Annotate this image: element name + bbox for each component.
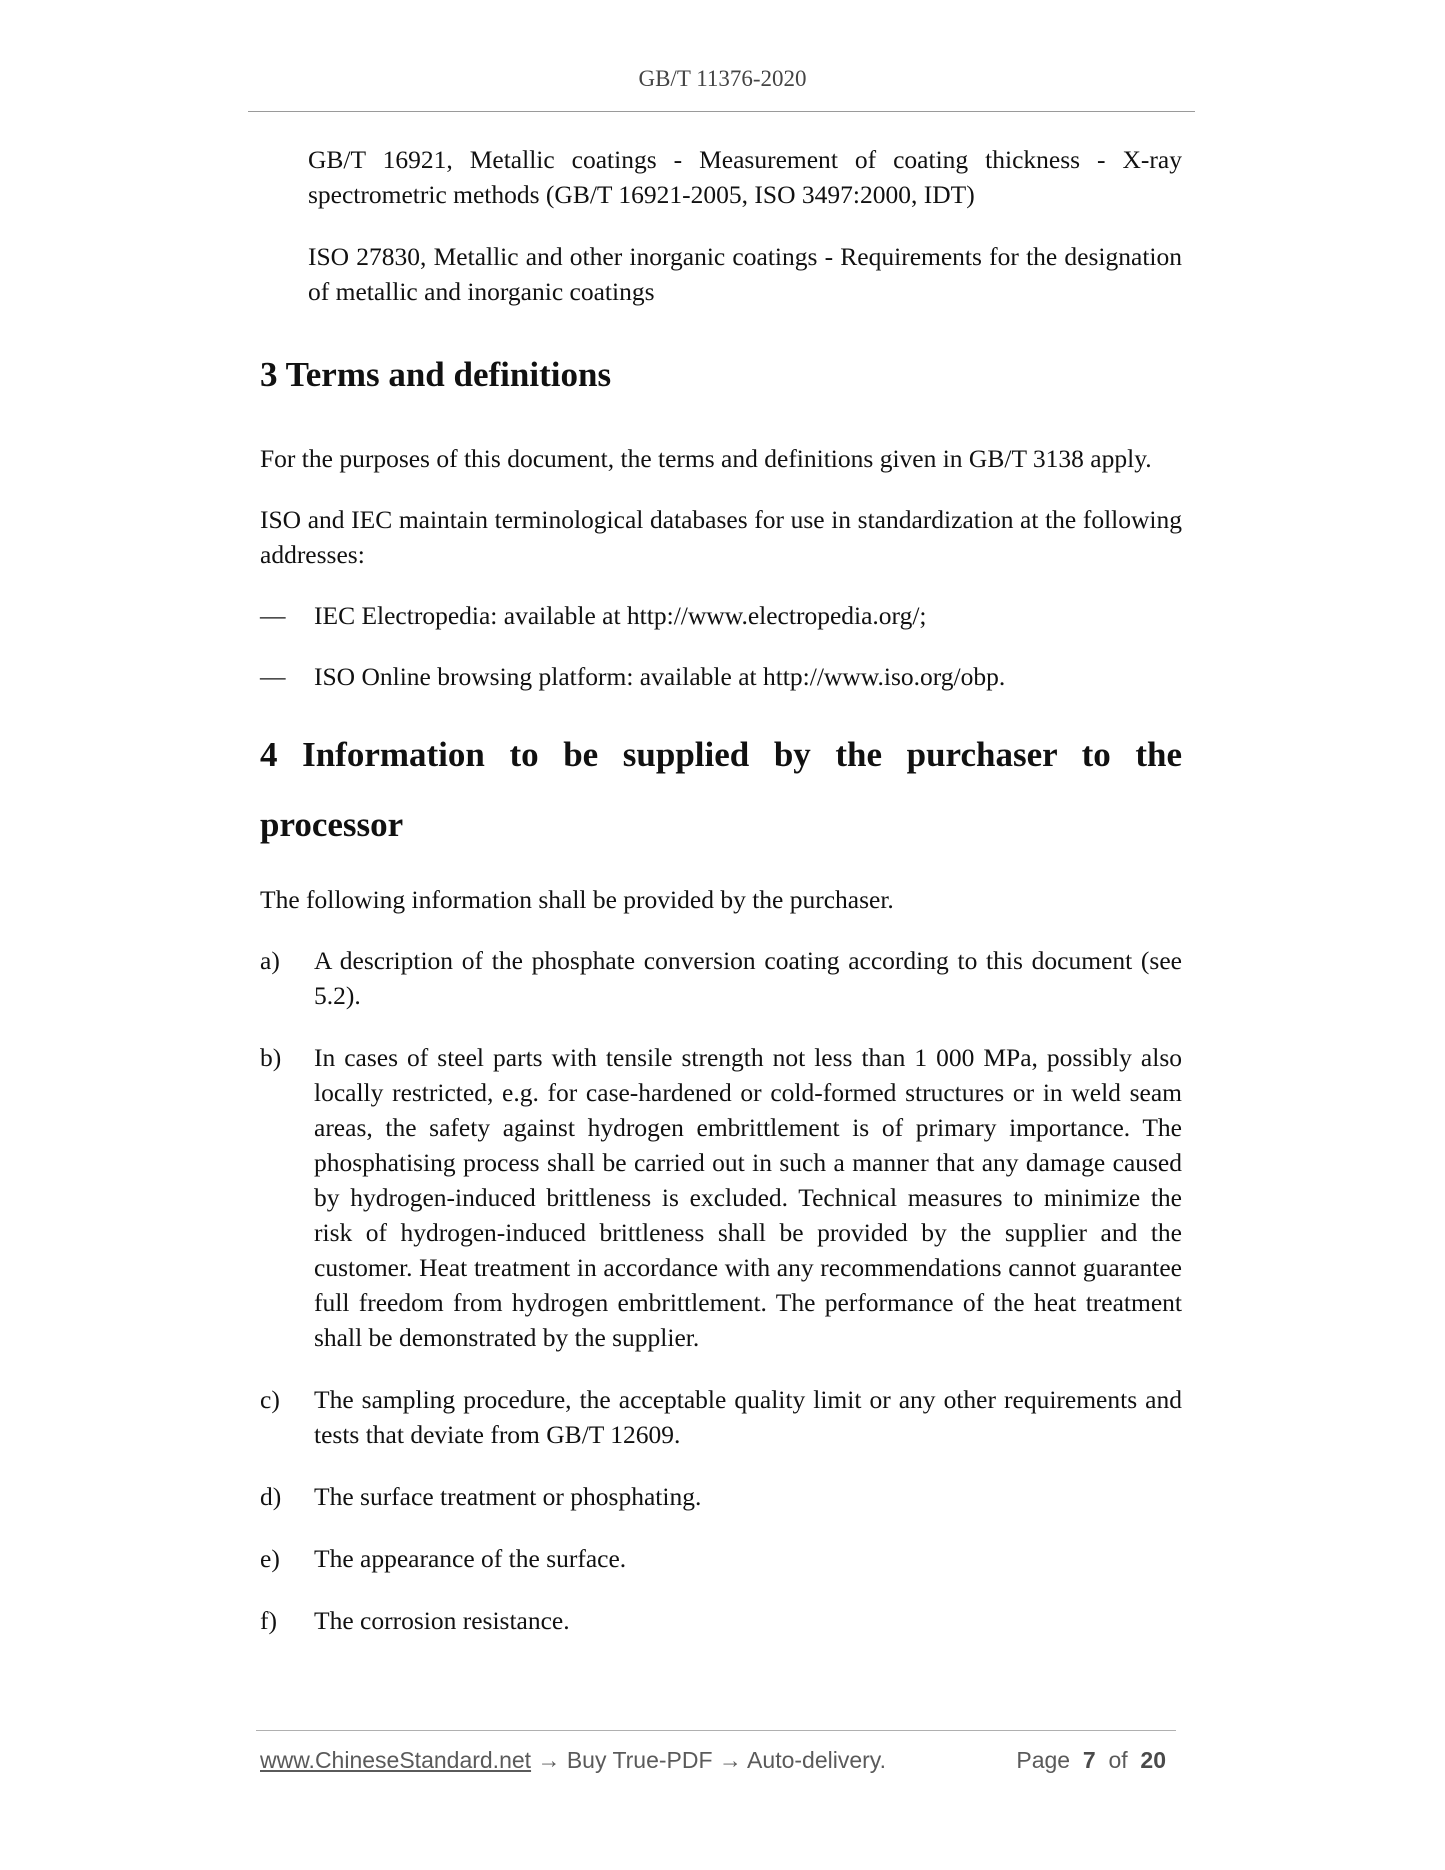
list-item	[260, 598, 1182, 633]
list-text: In cases of steel parts with tensile strength not less than 1 000 MPa, possibly also locally restricted, e.g. for case-hardened or cold-formed structures or in weld seam areas, the safety against hydrogen embrittlement is of primary importance. The phosphatising process shall be carried out in such a manner that any damage caused by hydrogen-induced brittleness is excluded. Technical measures to minimize the risk of hydrogen-induced brittleness shall be provided by the supplier and the customer. Heat treatment in accordance with any recommendations cannot guarantee full freedom from hydrogen embrittlement. The performance of the heat treatment shall be demonstrated by the supplier.	[314, 1043, 1182, 1352]
current-page-number: 7	[1082, 1747, 1096, 1773]
iso-obp-item-text: ISO Online browsing platform: available at http://www.iso.org/obp.	[314, 662, 1006, 691]
page-word: Page	[1016, 1747, 1071, 1773]
list-label: f)	[260, 1606, 277, 1635]
electropedia-item-text: IEC Electropedia: available at http://www.electropedia.org/;	[314, 601, 927, 630]
list-label: c)	[260, 1385, 280, 1414]
list-item-d	[260, 1479, 1182, 1514]
header-divider	[248, 111, 1195, 112]
footer-promo	[260, 1747, 886, 1774]
list-item-a	[260, 943, 1182, 1013]
reference-gbt-16921: GB/T 16921, Metallic coatings - Measurement of coating thickness - X-ray spectrometric methods (GB/T 16921-2005, ISO 3497:2000, IDT)	[308, 145, 1182, 209]
list-label: d)	[260, 1482, 282, 1511]
footer-divider	[256, 1730, 1176, 1731]
section-4-heading: 4 Information to be supplied by the purchaser to the processor	[260, 735, 1182, 844]
section-4-intro: The following information shall be provided by the purchaser.	[260, 885, 894, 914]
section-3-paragraph-2: ISO and IEC maintain terminological databases for use in standardization at the following addresses:	[260, 505, 1182, 569]
list-item-e	[260, 1541, 1182, 1576]
section-3-heading: 3 Terms and definitions	[260, 355, 612, 394]
list-text: The corrosion resistance.	[314, 1606, 570, 1635]
page-footer	[260, 1747, 1176, 1779]
dash-bullet: —	[260, 601, 286, 630]
list-item-f	[260, 1603, 1182, 1638]
page-indicator	[1016, 1747, 1166, 1774]
dash-bullet: —	[260, 662, 286, 691]
list-text: The surface treatment or phosphating.	[314, 1482, 702, 1511]
list-text: The appearance of the surface.	[314, 1544, 627, 1573]
list-label: a)	[260, 946, 280, 975]
site-link[interactable]: www.ChineseStandard.net	[260, 1747, 532, 1773]
list-text: A description of the phosphate conversion coating according to this document (see 5.2).	[314, 946, 1182, 1010]
page-content	[260, 142, 1182, 1665]
footer-tagline: → Buy True-PDF → Auto-delivery.	[531, 1747, 886, 1773]
section-3-paragraph-1: For the purposes of this document, the terms and definitions given in GB/T 3138 apply.	[260, 444, 1152, 473]
list-item	[260, 659, 1182, 694]
document-code: GB/T 11376-2020	[638, 66, 807, 91]
list-label: b)	[260, 1043, 282, 1072]
list-item-b	[260, 1040, 1182, 1355]
list-item-c	[260, 1382, 1182, 1452]
list-text: The sampling procedure, the acceptable quality limit or any other requirements and tests that deviate from GB/T 12609.	[314, 1385, 1182, 1449]
total-pages-number: 20	[1140, 1747, 1166, 1773]
of-word: of	[1108, 1747, 1128, 1773]
list-label: e)	[260, 1544, 280, 1573]
reference-iso-27830: ISO 27830, Metallic and other inorganic coatings - Requirements for the designation of metallic and inorganic coatings	[308, 242, 1182, 306]
